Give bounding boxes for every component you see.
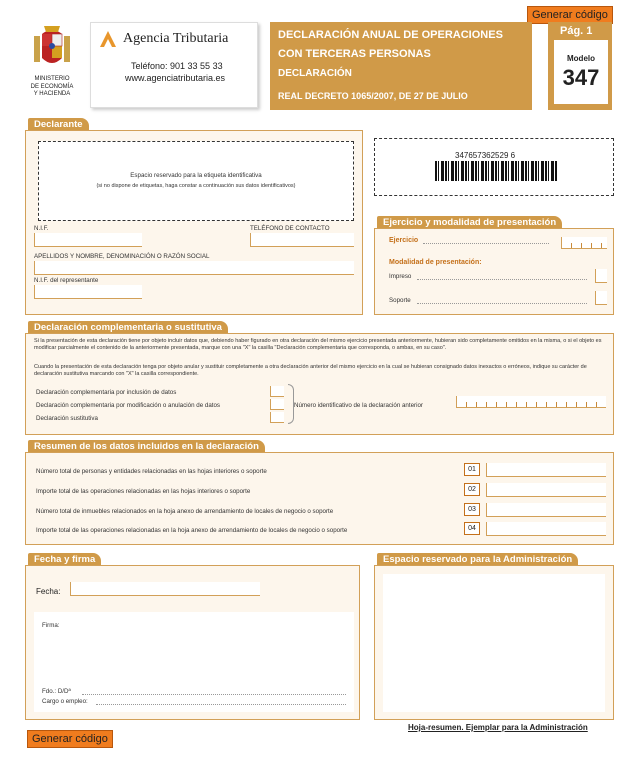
resumen-header: Resumen de los datos incluidos en la declaración bbox=[28, 440, 265, 453]
cargo-line bbox=[96, 704, 346, 705]
agency-web: www.agenciatributaria.es bbox=[125, 73, 226, 83]
barcode-area bbox=[374, 138, 614, 196]
year-dots bbox=[423, 243, 549, 244]
form-subtitle: DECLARACIÓN bbox=[278, 68, 352, 79]
firma-box bbox=[25, 565, 360, 720]
model-box bbox=[548, 22, 612, 110]
option-sustitutiva-checkbox[interactable] bbox=[270, 412, 284, 423]
admin-header: Espacio reservado para la Administración bbox=[377, 553, 578, 566]
year-label: Ejercicio bbox=[389, 237, 419, 244]
generate-code-button-bottom[interactable]: Generar código bbox=[27, 730, 113, 748]
resumen-row-1-code: 01 bbox=[464, 463, 480, 476]
nif-label: N.I.F. bbox=[34, 225, 49, 232]
phone-input[interactable] bbox=[250, 233, 354, 247]
modalidad-label: Modalidad de presentación: bbox=[389, 259, 482, 266]
resumen-row-3-label: Número total de inmuebles relacionados en la hoja anexo de arrendamiento de locales de negocio o soporte bbox=[36, 508, 334, 515]
form-title-line1: DECLARACIÓN ANUAL DE OPERACIONES bbox=[278, 29, 503, 41]
decree: REAL DECRETO 1065/2007, DE 27 DE JULIO bbox=[278, 91, 468, 101]
option-modificacion-checkbox[interactable] bbox=[270, 399, 284, 410]
prev-id-input[interactable] bbox=[456, 396, 606, 408]
resumen-box bbox=[25, 452, 614, 545]
agency-logo-icon bbox=[98, 29, 118, 54]
resumen-row-3-input[interactable] bbox=[486, 503, 606, 517]
barcode-icon bbox=[435, 161, 557, 181]
resumen-row-3-code: 03 bbox=[464, 503, 480, 516]
declarante-box bbox=[25, 130, 363, 315]
page-number: Pág. 1 bbox=[560, 25, 593, 37]
complementaria-box bbox=[25, 333, 614, 435]
resumen-row-1-input[interactable] bbox=[486, 463, 606, 477]
option-inclusion-checkbox[interactable] bbox=[270, 386, 284, 397]
option-inclusion-label: Declaración complementaria por inclusión de datos bbox=[36, 389, 177, 396]
nif-input[interactable] bbox=[34, 233, 142, 247]
agency-name: Agencia Tributaria bbox=[123, 31, 229, 46]
resumen-row-4-code: 04 bbox=[464, 522, 480, 535]
form-title-line2: CON TERCERAS PERSONAS bbox=[278, 48, 431, 60]
form-title-box bbox=[270, 22, 532, 110]
coat-of-arms-icon bbox=[28, 24, 76, 74]
complementaria-text2: Cuando la presentación de esta declaración tenga por objeto anular y sustituir completamente a otra declaración anterior del mismo ejercicio en la cual se hubieran consignado datos inexactos o erróneos, indique su carácter de declaración sustitutiva marcando con "X" la casilla correspondiente. bbox=[34, 364, 587, 378]
agency-box bbox=[90, 22, 258, 108]
fecha-input[interactable] bbox=[70, 582, 260, 596]
cargo-label: Cargo o empleo: bbox=[42, 698, 88, 705]
resumen-row-2-code: 02 bbox=[464, 483, 480, 496]
firma-header: Fecha y firma bbox=[28, 553, 101, 566]
ejercicio-header: Ejercicio y modalidad de presentación bbox=[377, 216, 562, 229]
firma-label: Firma: bbox=[42, 622, 60, 629]
complementaria-header: Declaración complementaria o sustitutiva bbox=[28, 321, 228, 334]
resumen-row-2-label: Importe total de las operaciones relacionadas en las hojas interiores o soporte bbox=[36, 488, 251, 495]
option-sustitutiva-label: Declaración sustitutiva bbox=[36, 415, 98, 422]
resumen-row-1-label: Número total de personas y entidades relacionadas en las hojas interiores o soporte bbox=[36, 468, 267, 475]
model-inner bbox=[554, 40, 608, 104]
prev-id-label: Número identificativo de la declaración anterior bbox=[294, 402, 423, 409]
fecha-label: Fecha: bbox=[36, 587, 61, 596]
year-input[interactable] bbox=[561, 237, 607, 249]
firma-area[interactable] bbox=[34, 612, 354, 712]
admin-box bbox=[374, 565, 614, 720]
model-label: Modelo bbox=[567, 54, 595, 63]
ministry-name: MINISTERIO DE ECONOMÍA Y HACIENDA bbox=[30, 76, 74, 97]
agency-phone: Teléfono: 901 33 55 33 bbox=[131, 61, 223, 71]
impreso-label: Impreso bbox=[389, 273, 412, 280]
label-area bbox=[38, 141, 354, 221]
admin-area bbox=[383, 574, 605, 712]
impreso-checkbox[interactable] bbox=[595, 269, 607, 283]
resumen-row-4-label: Importe total de las operaciones relacionadas en la hoja anexo de arrendamiento de locales de negocio o soporte bbox=[36, 527, 348, 534]
resumen-row-4-input[interactable] bbox=[486, 522, 606, 536]
ejercicio-box bbox=[374, 228, 614, 315]
footer-note: Hoja-resumen. Ejemplar para la Administración bbox=[408, 723, 588, 732]
resumen-row-2-input[interactable] bbox=[486, 483, 606, 497]
soporte-checkbox[interactable] bbox=[595, 291, 607, 305]
fdo-label: Fdo.: D/Dª bbox=[42, 688, 71, 695]
model-number: 347 bbox=[562, 65, 600, 90]
soporte-dots bbox=[417, 303, 587, 304]
name-label: APELLIDOS Y NOMBRE, DENOMINACIÓN O RAZÓN SOCIAL bbox=[34, 253, 210, 260]
generate-code-button-top[interactable]: Generar código bbox=[527, 6, 613, 24]
option-modificacion-label: Declaración complementaria por modificación o anulación de datos bbox=[36, 402, 221, 409]
complementaria-text1: Si la presentación de esta declaración tiene por objeto incluir datos que, debiendo haber figurado en otra declaración del mismo ejercicio presentada anteriormente, hubieran sido completamente omitidos en la misma, o si el objeto es modificar parcialmente el contenido de la anteriormente presentada, marque con una "X" la casilla "Declaración complementaria que corresponda, o ambas, en su caso". bbox=[34, 338, 602, 352]
label-area-note: (si no dispone de etiquetas, haga constar a continuación sus datos identificativos) bbox=[96, 183, 296, 189]
name-input[interactable] bbox=[34, 261, 354, 275]
phone-label: TELÉFONO DE CONTACTO bbox=[250, 225, 330, 232]
nif-rep-input[interactable] bbox=[34, 285, 142, 299]
nif-rep-label: N.I.F. del representante bbox=[34, 277, 99, 284]
label-area-title: Espacio reservado para la etiqueta identificativa bbox=[130, 172, 262, 179]
impreso-dots bbox=[417, 279, 587, 280]
soporte-label: Soporte bbox=[389, 297, 411, 304]
declarante-header: Declarante bbox=[28, 118, 89, 131]
barcode-number: 347657362529 6 bbox=[455, 151, 516, 160]
fdo-line bbox=[82, 694, 346, 695]
